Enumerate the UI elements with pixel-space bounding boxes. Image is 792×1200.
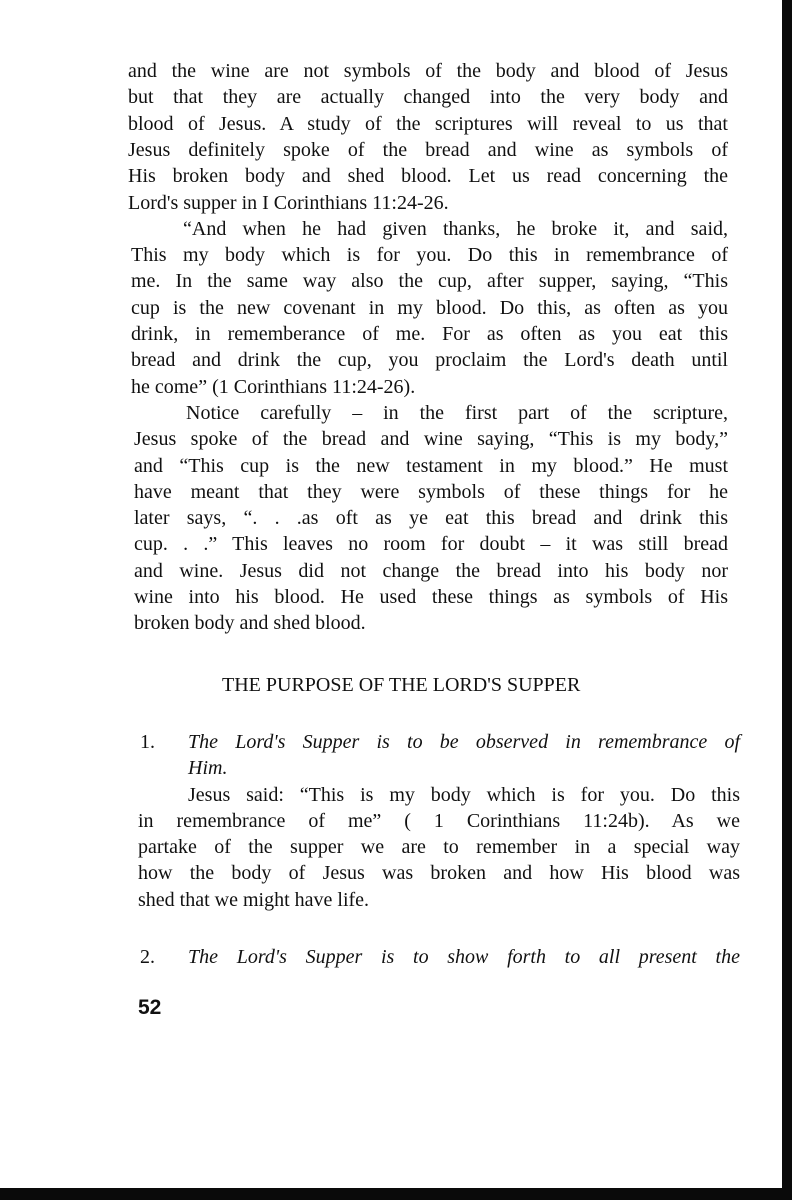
section-heading: THE PURPOSE OF THE LORD'S SUPPER — [222, 674, 581, 696]
list-item-body-line: Jesus said: “This is my body which is for you. Do this — [188, 784, 740, 806]
paragraph-line: and wine. Jesus did not change the bread into his body nor — [134, 560, 728, 582]
paragraph-line: “And when he had given thanks, he broke it, and said, — [183, 218, 728, 240]
scan-edge-bottom — [0, 1188, 792, 1200]
list-number: 1. — [140, 731, 155, 753]
paragraph-line: broken body and shed blood. — [134, 612, 366, 634]
list-item-body-line: in remembrance of me” ( 1 Corinthians 11:24b). As we — [138, 810, 740, 832]
paragraph-line: but that they are actually changed into the very body and — [128, 86, 728, 108]
page-number: 52 — [138, 996, 162, 1019]
paragraph-line: and the wine are not symbols of the body and blood of Jesus — [128, 60, 728, 82]
list-item-body-line: how the body of Jesus was broken and how His blood was — [138, 862, 740, 884]
list-item-body-line: partake of the supper we are to remember in a special way — [138, 836, 740, 858]
paragraph-line: have meant that they were symbols of these things for he — [134, 481, 728, 503]
list-number: 2. — [140, 946, 155, 968]
paragraph-line: cup is the new covenant in my blood. Do this, as often as you — [131, 297, 728, 319]
paragraph-line: later says, “. . .as oft as ye eat this bread and drink this — [134, 507, 728, 529]
list-item-title: The Lord's Supper is to be observed in remembrance of — [188, 731, 740, 753]
list-item-title: The Lord's Supper is to show forth to all present the — [188, 946, 740, 968]
paragraph-line: Lord's supper in I Corinthians 11:24-26. — [128, 192, 449, 214]
paragraph-line: Jesus definitely spoke of the bread and wine as symbols of — [128, 139, 728, 161]
list-item-title: Him. — [188, 757, 228, 779]
paragraph-line: me. In the same way also the cup, after supper, saying, “This — [131, 270, 728, 292]
paragraph-line: blood of Jesus. A study of the scriptures will reveal to us that — [128, 113, 728, 135]
paragraph-line: His broken body and shed blood. Let us read concerning the — [128, 165, 728, 187]
paragraph-line: bread and drink the cup, you proclaim the Lord's death until — [131, 349, 728, 371]
list-item-body-line: shed that we might have life. — [138, 889, 370, 911]
paragraph-line: and “This cup is the new testament in my blood.” He must — [134, 455, 728, 477]
paragraph-line: wine into his blood. He used these things as symbols of His — [134, 586, 728, 608]
paragraph-line: Notice carefully – in the first part of the scripture, — [186, 402, 728, 424]
paragraph-line: cup. . .” This leaves no room for doubt – it was still bread — [134, 533, 728, 555]
paragraph-line: Jesus spoke of the bread and wine saying, “This is my body,” — [134, 428, 728, 450]
paragraph-line: he come” (1 Corinthians 11:24-26). — [131, 376, 416, 398]
paragraph-line: drink, in rememberance of me. For as often as you eat this — [131, 323, 728, 345]
scan-edge-right — [782, 0, 792, 1200]
paragraph-line: This my body which is for you. Do this in remembrance of — [131, 244, 728, 266]
